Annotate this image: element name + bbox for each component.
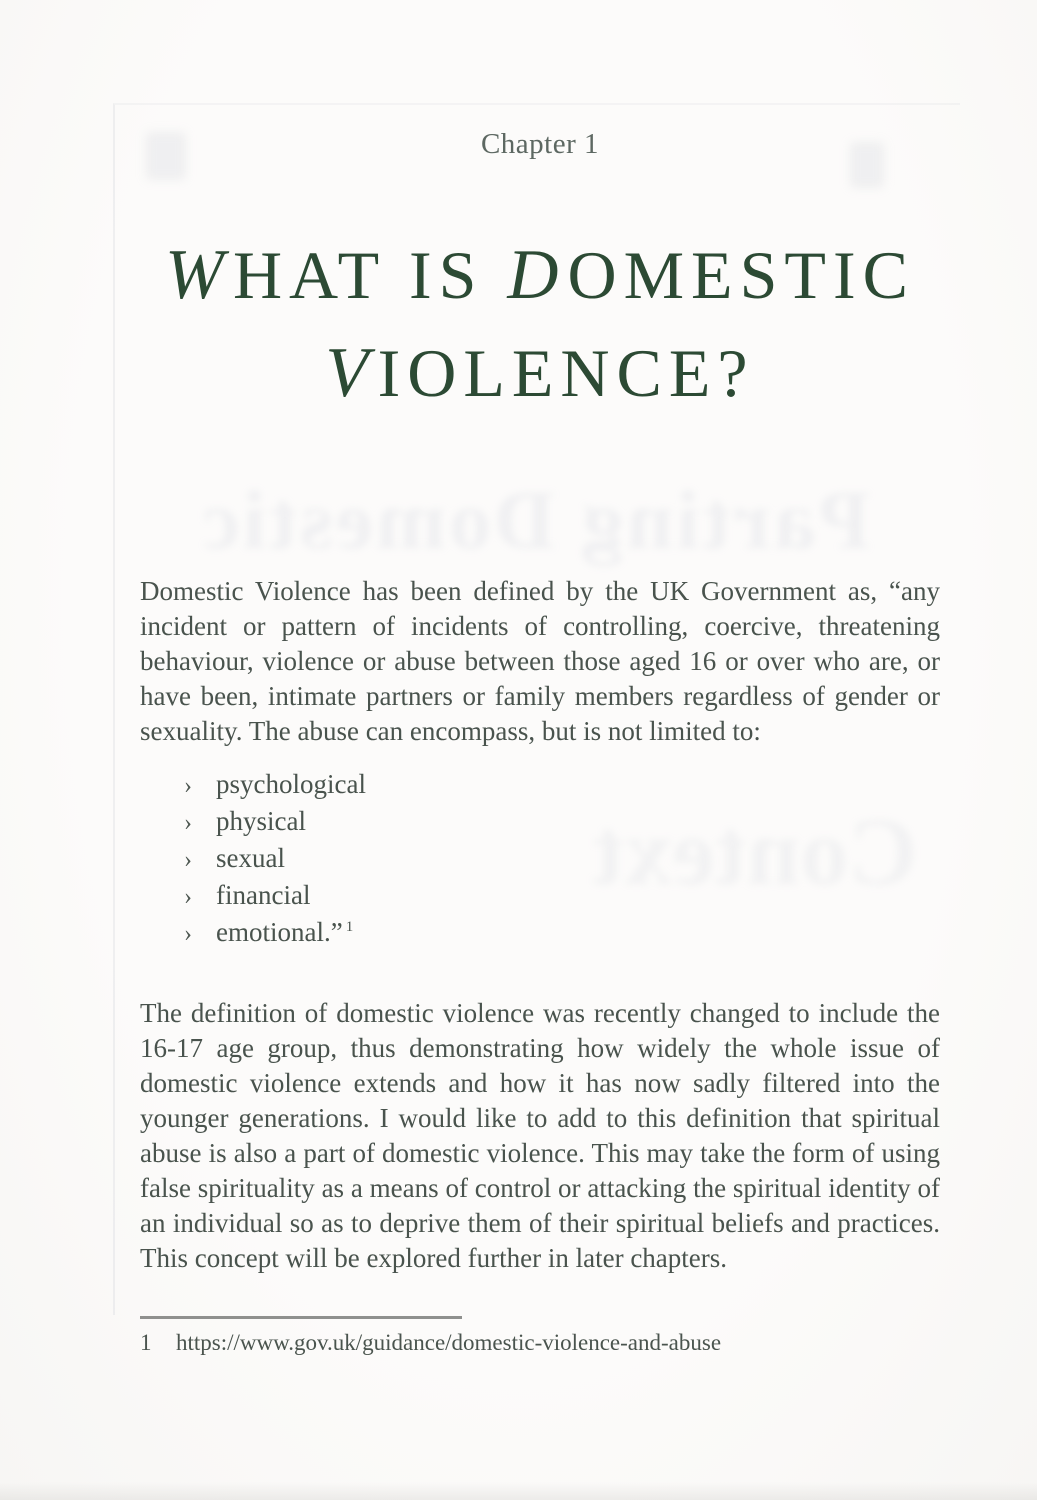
list-item [184,767,940,804]
chevron-bullet-icon: › [184,810,192,836]
list-item [184,878,940,915]
footnote-number: 1 [140,1330,152,1355]
page-title-line-1: WHAT IS DOMESTIC [165,236,915,314]
list-item-label: financial [216,880,311,910]
expanded-definition-paragraph: The definition of domestic violence was recently changed to include the 16-17 age group, thus demonstrating how widely the whole issue of domestic violence extends and how it has now sadly filtered into the younger generations. I would like to add to this definition that spiritual abuse is also a part of domestic violence. This may take the form of using false spirituality as a means of control or attacking the spiritual identity of an individual so as to deprive them of their spiritual beliefs and practices. This concept will be explored further in later chapters. [140,998,940,1273]
footnote [140,1328,940,1358]
list-item [184,915,940,952]
chevron-bullet-icon: › [184,847,192,873]
abuse-types-list [140,767,940,952]
footnote-url: https://www.gov.uk/guidance/domestic-violence-and-abuse [176,1330,722,1355]
definition-paragraph: Domestic Violence has been defined by the UK Government as, “any incident or pattern of incidents of controlling, coercive, threatening behaviour, violence or abuse between those aged 16 or over who are, or have been, intimate partners or family members regardless of gender or sexuality. The abuse can encompass, but is not limited to: [140,576,940,746]
list-item-label: psychological [216,769,366,799]
list-item [184,804,940,841]
footnote-reference: 1 [345,919,354,935]
page-title [140,226,940,422]
page-content [140,0,940,1358]
bleedthrough-ghost-text-1: Parting Domestic [199,474,871,567]
list-item-label: physical [216,806,306,836]
chevron-bullet-icon: › [184,884,192,910]
list-item [184,841,940,878]
chevron-bullet-icon: › [184,773,192,799]
page-title-line-2: VIOLENCE? [325,334,755,412]
footnote-divider [140,1316,462,1319]
list-item-label: sexual [216,843,285,873]
chevron-bullet-icon: › [184,921,192,947]
list-item-label: emotional.” $^1$ [216,917,354,947]
bleedthrough-ghost-text-2: Context [592,798,918,905]
chapter-label: Chapter 1 [480,128,600,160]
